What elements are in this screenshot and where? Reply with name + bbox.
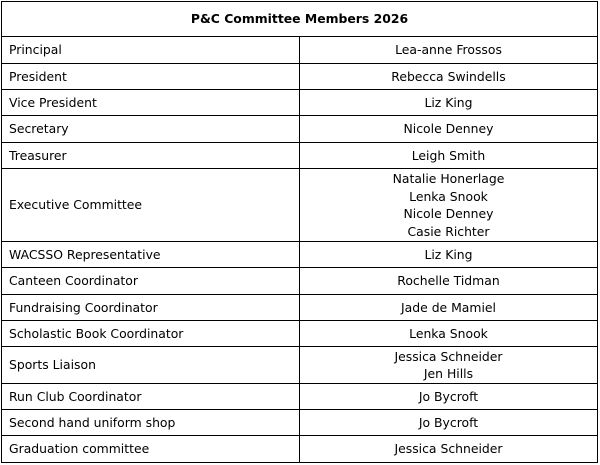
committee-table	[1, 1, 598, 463]
role-cell: Graduation committee	[2, 436, 300, 463]
member-name: Casie Richter	[407, 223, 490, 239]
member-name: Liz King	[424, 246, 473, 262]
role-cell: Principal	[2, 37, 300, 63]
table-row	[2, 410, 598, 436]
role-cell: Canteen Coordinator	[2, 268, 300, 294]
role-cell: Sports Liaison	[2, 347, 300, 383]
member-name: Jessica Schneider	[394, 348, 503, 364]
role-cell: Treasurer	[2, 142, 300, 168]
committee-table-body	[2, 2, 598, 463]
member-name: Rebecca Swindells	[391, 68, 506, 84]
table-row	[2, 294, 598, 320]
member-name: Jo Bycroft	[418, 415, 479, 431]
table-title: P&C Committee Members 2026	[2, 2, 598, 37]
member-name: Rochelle Tidman	[397, 273, 500, 289]
names-cell	[300, 347, 598, 383]
member-name: Lenka Snook	[409, 325, 488, 341]
names-cell	[300, 410, 598, 436]
table-title-row	[2, 2, 598, 37]
member-name: Nicole Denney	[403, 121, 494, 137]
member-name: Jessica Schneider	[394, 441, 503, 457]
names-cell	[300, 37, 598, 63]
table-row	[2, 321, 598, 347]
role-cell: Vice President	[2, 90, 300, 116]
role-cell: Second hand uniform shop	[2, 410, 300, 436]
table-row	[2, 436, 598, 463]
table-row	[2, 383, 598, 409]
names-cell	[300, 294, 598, 320]
names-cell	[300, 116, 598, 142]
table-row	[2, 116, 598, 142]
member-name: Leigh Smith	[411, 147, 486, 163]
names-cell	[300, 383, 598, 409]
member-name: Jen Hills	[423, 366, 474, 382]
table-row	[2, 347, 598, 383]
names-cell	[300, 169, 598, 242]
table-row	[2, 268, 598, 294]
member-name: Natalie Honerlage	[392, 171, 505, 187]
member-name: Lea-anne Frossos	[395, 42, 502, 58]
names-cell	[300, 90, 598, 116]
role-cell: Scholastic Book Coordinator	[2, 321, 300, 347]
role-cell: Fundraising Coordinator	[2, 294, 300, 320]
role-cell: Run Club Coordinator	[2, 383, 300, 409]
member-name: Jade de Mamiel	[401, 299, 496, 315]
role-cell: WACSSO Representative	[2, 242, 300, 268]
table-row	[2, 169, 598, 242]
table-row	[2, 63, 598, 89]
document-page	[1, 1, 598, 463]
names-cell	[300, 321, 598, 347]
names-cell	[300, 242, 598, 268]
role-cell: Secretary	[2, 116, 300, 142]
member-name: Lenka Snook	[409, 188, 488, 204]
member-name: Jo Bycroft	[418, 388, 479, 404]
member-name: Nicole Denney	[403, 206, 494, 222]
table-row	[2, 90, 598, 116]
names-cell	[300, 63, 598, 89]
names-cell	[300, 268, 598, 294]
table-row	[2, 37, 598, 63]
member-name: Liz King	[424, 95, 473, 111]
role-cell: President	[2, 63, 300, 89]
role-cell: Executive Committee	[2, 169, 300, 242]
table-row	[2, 242, 598, 268]
table-row	[2, 142, 598, 168]
names-cell	[300, 142, 598, 168]
names-cell	[300, 436, 598, 463]
